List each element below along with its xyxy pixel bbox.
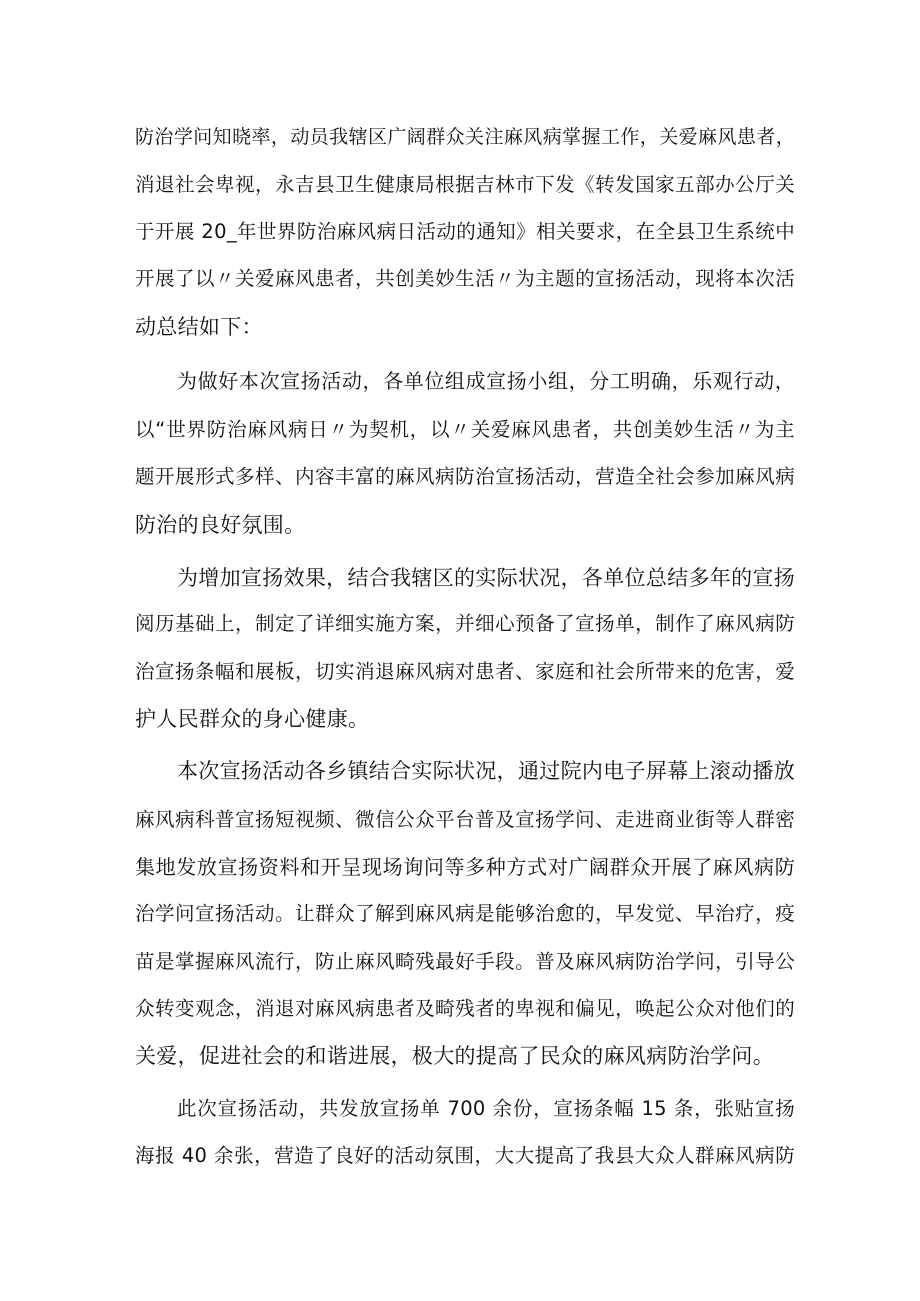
paragraph-5-line-2: 海报 40 余张，营造了良好的活动氛围，大大提高了我县大众人群麻风病防 [135, 1144, 795, 1167]
paragraph-3-line-1: 为增加宣扬效果，结合我辖区的实际状况，各单位总结多年的宣扬 [177, 566, 795, 590]
paragraph-1-line-5: 动总结如下： [135, 315, 263, 339]
paragraph-3-line-2: 阅历基础上，制定了详细实施方案，并细心预备了宣扬单，制作了麻风病防 [135, 612, 795, 635]
paragraph-3-line-3: 治宣扬条幅和展板，切实消退麻风病对患者、家庭和社会所带来的危害，爱 [135, 660, 795, 683]
paragraph-1-line-4: 开展了以〃关爱麻风患者，共创美妙生活〃为主题的宣扬活动，现将本次活 [135, 267, 795, 290]
paragraph-4-line-1: 本次宣扬活动各乡镇结合实际状况，通过院内电子屏幕上滚动播放 [177, 759, 795, 783]
paragraph-4-line-3: 集地发放宣扬资料和开呈现场询问等多种方式对广阔群众开展了麻风病防 [135, 855, 795, 879]
paragraph-5-line-1: 此次宣扬活动，共发放宣扬单 700 余份，宣扬条幅 15 条，张贴宣扬 [177, 1097, 795, 1120]
paragraph-4-line-7: 关爱，促进社会的和谐进展，极大的提高了民众的麻风病防治学问。 [135, 1044, 774, 1068]
paragraph-4-line-5: 苗是掌握麻风流行，防止麻风畸残最好手段。普及麻风病防治学问，引导公 [135, 950, 795, 973]
paragraph-2-line-4: 防治的良好氛围。 [135, 513, 306, 537]
paragraph-4-line-4: 治学问宣扬活动。让群众了解到麻风病是能够治愈的，早发觉、早治疗，疫 [135, 902, 795, 925]
paragraph-2-line-1: 为做好本次宣扬活动，各单位组成宣扬小组，分工明确，乐观行动， [177, 369, 795, 393]
paragraph-4-line-6: 众转变观念，消退对麻风病患者及畸残者的卑视和偏见，唤起公众对他们的 [135, 997, 795, 1020]
paragraph-2-line-2: 以“世界防治麻风病日〃为契机，以〃关爱麻风患者，共创美妙生活〃为主 [135, 418, 795, 441]
paragraph-4-line-2: 麻风病科普宣扬短视频、微信公众平台普及宣扬学问、走进商业街等人群密 [135, 808, 795, 831]
paragraph-3-line-4: 护人民群众的身心健康。 [135, 707, 370, 731]
paragraph-1-line-1: 防治学问知晓率，动员我辖区广阔群众关注麻风病掌握工作，关爱麻风患者， [135, 126, 795, 148]
paragraph-1-line-2: 消退社会卑视，永吉县卫生健康局根据吉林市下发《转发国家五部办公厅关 [135, 173, 795, 196]
paragraph-1-line-3: 于开展 20_年世界防治麻风病日活动的通知》相关要求，在全县卫生系统中 [135, 220, 795, 243]
paragraph-2-line-3: 题开展形式多样、内容丰富的麻风病防治宣扬活动，营造全社会参加麻风病 [135, 465, 795, 488]
